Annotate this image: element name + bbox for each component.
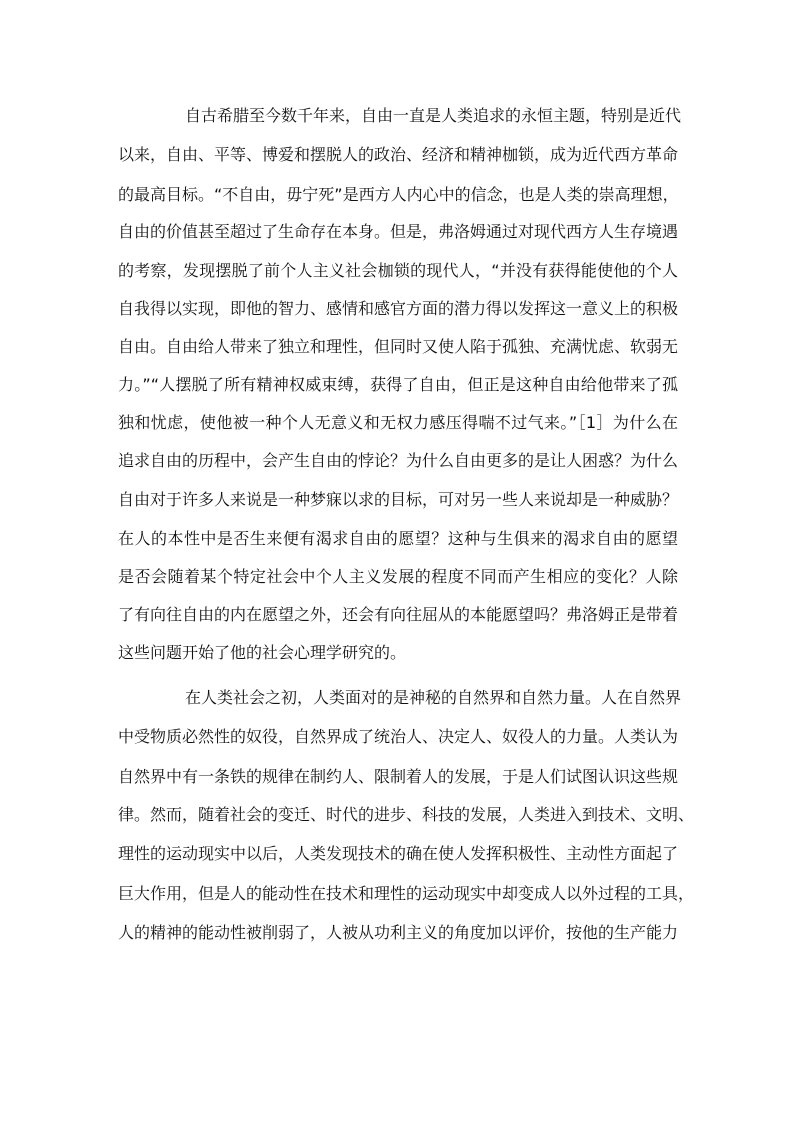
- text-line: 追求自由的历程中，会产生自由的悖论？为什么自由更多的是让人困惑？为什么: [118, 451, 679, 470]
- text-line: 中受物质必然性的奴役，自然界成了统治人、决定人、奴役人的力量。人类认为: [118, 727, 679, 746]
- text-line: 律。然而，随着社会的变迁、时代的进步、科技的发展，人类进入到技术、文明、: [118, 805, 695, 824]
- text-line: 这些问题开始了他的社会心理学研究的。: [118, 643, 407, 662]
- text-line: 以来，自由、平等、博爱和摆脱人的政治、经济和精神枷锁，成为近代西方革命: [118, 145, 679, 164]
- text-line: 在人类社会之初，人类面对的是神秘的自然界和自然力量。人在自然界: [185, 688, 682, 707]
- text-line: 自由。自由给人带来了独立和理性，但同时又使人陷于孤独、充满忧虑、软弱无: [118, 337, 679, 356]
- text-line: 独和忧虑，使他被一种个人无意义和无权力感压得喘不过气来。”［1］为什么在: [118, 413, 678, 432]
- text-line: 理性的运动现实中以后，人类发现技术的确在使人发挥积极性、主动性方面起了: [118, 844, 679, 863]
- text-line: 自由的价值甚至超过了生命存在本身。但是，弗洛姆通过对现代西方人生存境遇: [118, 222, 679, 241]
- text-line: 人的精神的能动性被削弱了，人被从功利主义的角度加以评价，按他的生产能力: [118, 923, 679, 942]
- text-line: 自古希腊至今数千年来，自由一直是人类追求的永恒主题，特别是近代: [185, 106, 682, 125]
- text-line: 自我得以实现，即他的智力、感情和感官方面的潜力得以发挥这一意义上的积极: [118, 299, 679, 318]
- text-line: 是否会随着某个特定社会中个人主义发展的程度不同而产生相应的变化？人除: [118, 567, 678, 586]
- text-line: 自由对于许多人来说是一种梦寐以求的目标，可对另一些人来说却是一种威胁？: [118, 490, 679, 509]
- text-line: 了有向往自由的内在愿望之外，还会有向往屈从的本能愿望吗？弗洛姆正是带着: [118, 605, 679, 624]
- text-line: 的考察，发现摆脱了前个人主义社会枷锁的现代人，“并没有获得能使他的个人: [118, 261, 678, 280]
- text-line: 力。”“人摆脱了所有精神权威束缚，获得了自由，但正是这种自由给他带来了孤: [118, 375, 678, 394]
- text-line: 巨大作用，但是人的能动性在技术和理性的运动现实中却变成人以外过程的工具，: [118, 884, 695, 903]
- text-line: 的最高目标。“不自由，毋宁死”是西方人内心中的信念，也是人类的崇高理想，: [118, 185, 679, 204]
- text-line: 在人的本性中是否生来便有渴求自由的愿望？这种与生俱来的渴求自由的愿望: [118, 529, 678, 548]
- text-line: 自然界中有一条铁的规律在制约人、限制着人的发展，于是人们试图认识这些规: [118, 767, 679, 786]
